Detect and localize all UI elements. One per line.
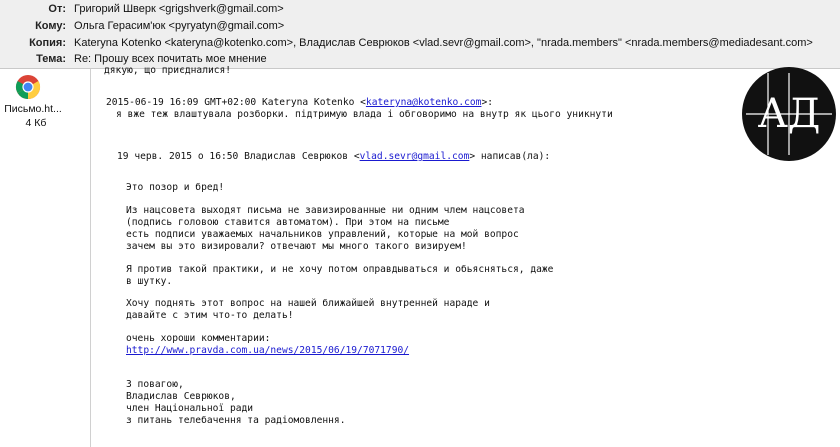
attachment-name: Письмо.ht... (4, 103, 62, 115)
cc-row (0, 35, 840, 52)
cutoff-line: дякую, що приєдналися! (104, 65, 232, 76)
quote-header (117, 151, 550, 162)
attachment-size: 4 Кб (25, 117, 47, 129)
from-label: От: (48, 3, 66, 15)
signature-line-3: член Національної ради (126, 403, 254, 414)
quote-prefix: 19 черв. 2015 о 16:50 Владислав Севрюков < (117, 151, 360, 162)
subject-label: Тема: (36, 53, 66, 65)
from-row (0, 1, 840, 18)
paragraph-2-line-4: зачем вы это визировали? отвечают мы много такого визируем! (126, 241, 467, 252)
to-label: Кому: (35, 20, 66, 32)
reply1-email-link[interactable]: kateryna@kotenko.com (365, 97, 482, 108)
reply1-header (106, 97, 493, 108)
paragraph-5-line-1: очень хороши комментарии: (126, 333, 271, 344)
quote-bar (90, 69, 91, 447)
paragraph-4-line-1: Хочу поднять этот вопрос на нашей ближайшей внутренней нараде и (126, 298, 490, 309)
pravda-link-line (126, 345, 409, 356)
paragraph-1: Это позор и бред! (126, 182, 225, 193)
attachment-pane (0, 69, 72, 447)
subject-value: Re: Прошу всех почитать мое мнение (74, 53, 267, 65)
ad-logo-text: АД (757, 91, 821, 137)
signature-line-4: з питань телебачення та радіомовлення. (126, 415, 346, 426)
reply1-text: я вже теж влаштувала розборки. підтримую влада і обговоримо на внутр як цього уникнути (116, 109, 613, 120)
ad-logo (742, 67, 836, 161)
to-value[interactable]: Ольга Герасим'юк <pyryatyn@gmail.com> (74, 20, 285, 32)
paragraph-4-line-2: давайте с этим что-то делать! (126, 310, 294, 321)
reply1-prefix: 2015-06-19 16:09 GMT+02:00 Kateryna Kotenko < (106, 97, 366, 108)
paragraph-3-line-1: Я против такой практики, и не хочу потом оправдываться и обьясняться, даже (126, 264, 554, 275)
cc-value[interactable]: Kateryna Kotenko <kateryna@kotenko.com>, Владислав Севрюков <vlad.sevr@gmail.com>, "nrada.members" <nrada.members@mediadesant.com> (74, 37, 813, 49)
paragraph-2-line-1: Из нацсовета выходят письма не завизированные ни одним члем нацсовета (126, 205, 525, 216)
quote-suffix: > написав(ла): (469, 151, 551, 162)
quote-email-link[interactable]: vlad.sevr@gmail.com (359, 151, 470, 162)
cc-label: Копия: (29, 37, 66, 49)
pravda-link[interactable]: http://www.pravda.com.ua/news/2015/06/19/7071790/ (126, 345, 410, 356)
to-row (0, 18, 840, 35)
paragraph-3-line-2: в шутку. (126, 276, 173, 287)
from-value[interactable]: Григорий Шверк <grigshverk@gmail.com> (74, 3, 284, 15)
ad-logo-mark (742, 67, 836, 161)
reply1-suffix: >: (481, 97, 494, 108)
signature-line-1: З повагою, (126, 379, 184, 390)
chrome-icon (15, 74, 41, 100)
signature-line-2: Владислав Севрюков, (126, 391, 236, 402)
paragraph-2-line-3: есть подписи уважаемых начальников управлений, которые на мой вопрос (126, 229, 519, 240)
paragraph-2-line-2: (подпись головою ставится автоматом). При этом на письме (126, 217, 450, 228)
message-header (0, 0, 840, 69)
